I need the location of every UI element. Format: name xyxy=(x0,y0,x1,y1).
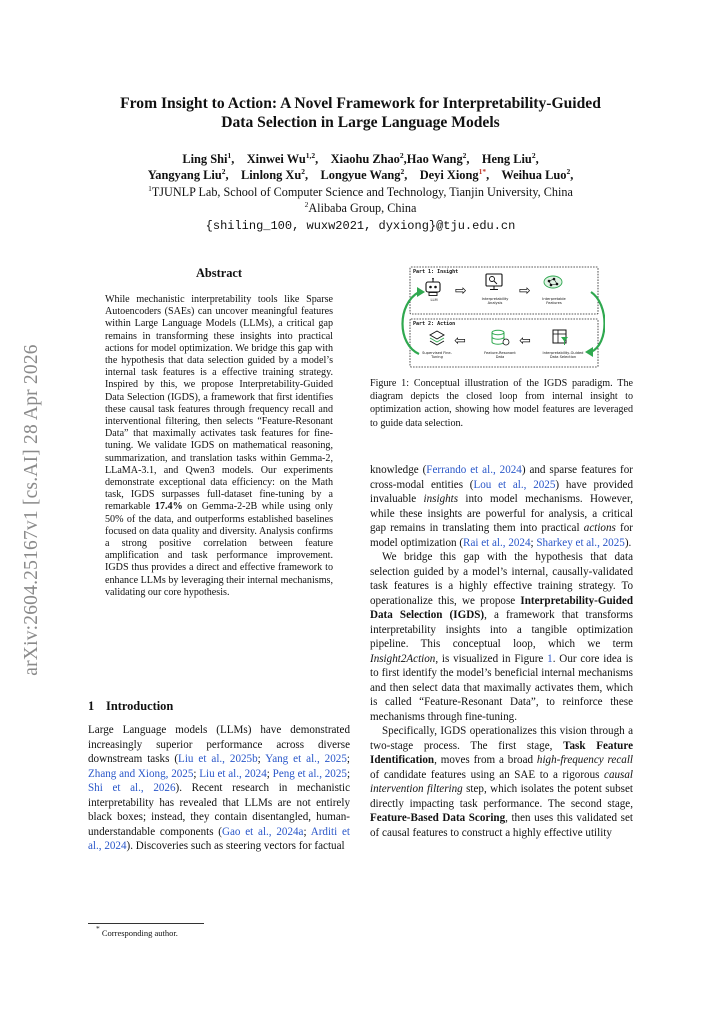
text-run: ; xyxy=(257,753,266,765)
intro-paragraph xyxy=(370,463,633,550)
monitor-analysis-icon xyxy=(486,274,502,290)
figure-caption xyxy=(370,377,633,430)
text-run: ; xyxy=(346,753,350,765)
author-list xyxy=(60,151,661,183)
emphasis: insights xyxy=(423,493,459,505)
citation-link[interactable]: Liu et al., 2025b xyxy=(178,753,258,765)
bold-term: Feature-Based Data Scoring xyxy=(370,812,506,824)
bold-term: Interpretability-Guided Data Selection (IGDS) xyxy=(370,594,633,621)
author-name: Ling Shi xyxy=(182,152,228,166)
intro-paragraph xyxy=(370,550,633,724)
author-name: Hao Wang xyxy=(406,152,463,166)
text-run: Large Language models (LLMs) have demonstrated increasingly superior performance across diverse downstream tasks ( xyxy=(88,724,350,765)
figure-label-analysis: Interpretability Analysis xyxy=(481,297,509,306)
title-line-2: Data Selection in Large Language Models xyxy=(221,114,500,131)
text-run: , then uses this validated set of causal features to construct a highly effective utility xyxy=(370,812,633,839)
text-run: for model optimization ( xyxy=(370,522,633,549)
author-name: Xinwei Wu xyxy=(246,152,306,166)
author-sup: 2 xyxy=(566,167,571,176)
figure-part1-label: Part 1: Insight xyxy=(413,269,459,275)
author-sup: 1,2 xyxy=(305,151,316,160)
text-run: of candidate features using an SAE to a rigorous xyxy=(370,768,605,781)
author-sup: 2 xyxy=(462,151,467,160)
section-heading xyxy=(88,699,173,714)
text-run: , a framework that transforms interpretability insights into a tangible optimization pipeline. This conceptual loop, which we term xyxy=(370,609,633,650)
abstract-part: While mechanistic interpretability tools like Sparse Autoencoders (SAEs) can uncover meaningful features within Large Language Models (LLMs), a critical gap remains in transforming these insights into practical actions for model optimization. We bridge this gap with the hypothesis that data selection guided by a model’s internal task features is a effective training strategy. Inspired by this, we propose Interpretability-Guided Data Selection (IGDS), a framework that first identifies these causal task features through frequency recall and interventional filtering, then selects “Feature-Resonant Data” that maximally activates task features for fine-tuning. We validate IGDS on mathematical reasoning, summarization, and translation tasks within Gemma-2, LLaMA-3.1, and Qwen3 models. Our experiments demonstrate exceptional data efficiency: on the Math task, IGDS surpasses full-dataset fine-tuning by a remarkable xyxy=(105,294,333,513)
figure-part2-label: Part 2: Action xyxy=(413,321,456,327)
text-run: , moves from a broad xyxy=(434,754,537,766)
citation-link[interactable]: Zhang and Xiong, 2025 xyxy=(88,767,194,780)
text-run: ; xyxy=(530,536,537,549)
section-title: Introduction xyxy=(106,699,174,713)
figure-label-resonant: Feature-Resonant Data xyxy=(484,351,516,360)
author-sup: 2 xyxy=(221,167,226,176)
text-run: step, which isolates the potent subset directly impacting task performance. The second stage, xyxy=(370,783,633,810)
citation-link[interactable]: Yang et al., 2025 xyxy=(265,753,347,765)
caption-text: Conceptual illustration of the IGDS paradigm. The diagram depicts the closed loop from internal insight to optimization action, showing how model features are leveraged to guide data selection. xyxy=(370,378,633,429)
abstract-text xyxy=(105,294,333,599)
author-name: Heng Liu xyxy=(481,152,532,166)
author-line-2: Yangyang Liu$^2$, Linlong Xu$^2$, Longyue Wang$^2$, Deyi Xiong$^{1*}$, Weihua Luo$^2$, xyxy=(147,167,574,182)
emphasis: causal intervention filtering xyxy=(370,768,633,795)
emphasis: high-frequency recall xyxy=(536,754,633,766)
intro-left-paragraph xyxy=(88,723,350,854)
citation-link[interactable]: Arditi et al., 2024 xyxy=(88,825,350,852)
figure-1-diagram xyxy=(395,264,605,370)
author-sup: 2 xyxy=(531,151,536,160)
robot-icon xyxy=(426,278,440,296)
affiliation-2 xyxy=(60,200,661,216)
citation-link[interactable]: Rai et al., 2024 xyxy=(463,536,531,549)
text-run: ; xyxy=(266,767,273,780)
footnote xyxy=(96,924,178,938)
text-run: , is visualized in Figure xyxy=(435,652,548,665)
arrow-left-icon: ⇦ xyxy=(519,333,531,349)
arxiv-stamp xyxy=(22,300,42,720)
database-icon xyxy=(492,330,509,345)
text-run: We bridge this gap with the hypothesis that data selection guided by a model’s internal, causally-validated task features is a highly effective training strategy. To operationalize this, we propose xyxy=(370,551,633,607)
feature-network-icon xyxy=(544,276,562,288)
layers-icon xyxy=(430,331,444,345)
author-email: {shiling_100, wuxw2021, dyxiong}@tju.edu.cn xyxy=(205,219,516,233)
citation-link[interactable]: Lou et al., 2025 xyxy=(473,478,556,491)
affiliation-1 xyxy=(60,184,661,200)
figure-ref-link[interactable]: 1 xyxy=(547,652,553,665)
affil-text: Alibaba Group, China xyxy=(308,201,417,215)
intro-right-column xyxy=(370,463,633,840)
text-run: . Our core idea is to first identify the model’s beneficial internal mechanisms and then select data that maximally activates them, which is called “Feature-Resonant Data”, to reinforce these mechanisms through fine-tuning. xyxy=(370,652,633,723)
figure-label-sft: Supervised Fine-Tuning xyxy=(422,351,452,360)
arrow-right-icon: ⇨ xyxy=(455,283,467,299)
arrow-right-icon: ⇨ xyxy=(519,283,531,299)
text-run: ) have provided invaluable xyxy=(370,478,633,505)
author-line-1: Ling Shi$^1$, Xinwei Wu$^{1,2}$, Xiaohu Zhao$^2$,Hao Wang$^2$, Heng Liu$^2$, xyxy=(182,151,539,166)
text-run: Specifically, IGDS operationalizes this vision through a two-stage process. The first stage, xyxy=(370,725,633,752)
text-run: ; xyxy=(346,767,351,780)
caption-label: Figure 1: xyxy=(370,378,410,389)
paper-title xyxy=(60,94,661,132)
affiliations xyxy=(60,184,661,216)
figure-label-features: Interpretable Features xyxy=(542,297,566,306)
affil-text: TJUNLP Lab, School of Computer Science and Technology, Tianjin University, China xyxy=(151,185,573,199)
text-run: into model mechanisms. However, while these insights are powerful for analysis, a critical gap remains in translating them into practical xyxy=(370,493,633,534)
text-run: ; xyxy=(303,825,311,838)
author-sup: 2 xyxy=(301,167,305,176)
citation-link[interactable]: Shi et al., 2026 xyxy=(88,782,176,794)
abstract-highlight: 17.4% xyxy=(154,501,183,513)
citation-link[interactable]: Sharkey et al., 2025 xyxy=(536,536,625,549)
text-run: knowledge ( xyxy=(370,464,427,476)
footnote-mark: * xyxy=(96,924,100,933)
section-number: 1 xyxy=(88,699,95,713)
citation-link[interactable]: Liu et al., 2024 xyxy=(199,767,267,780)
figure-label-llm: LLM xyxy=(430,298,438,302)
abstract-heading: Abstract xyxy=(195,266,243,280)
author-name: Yangyang Liu xyxy=(147,168,222,182)
title-line-1: From Insight to Action: A Novel Framework for Interpretability-Guided xyxy=(120,95,601,112)
author-name: Longyue Wang xyxy=(320,168,401,182)
text-run: ). xyxy=(624,536,632,549)
author-sup: 1* xyxy=(478,167,487,176)
emphasis: actions xyxy=(583,522,616,534)
table-filter-icon xyxy=(553,330,568,345)
footnote-rule xyxy=(88,923,204,924)
bold-term: Task Feature Identification xyxy=(370,739,633,766)
emphasis: Insight2Action xyxy=(370,652,436,665)
author-sup: 1 xyxy=(227,151,232,160)
text-run: ). Discoveries such as steering vectors for factual xyxy=(126,840,345,852)
author-name: Linlong Xu xyxy=(240,168,302,182)
arrow-left-icon: ⇦ xyxy=(454,333,466,349)
author-sup: 2 xyxy=(400,167,405,176)
text-run: ). Recent research in mechanistic interpretability has revealed that LLMs are not entirely black boxes; instead, they contain disentangled, human-understandable components ( xyxy=(88,782,350,838)
arxiv-stamp-text: arXiv:2604.25167v1 [cs.AI] 28 Apr 2026 xyxy=(21,344,42,676)
author-name: Weihua Luo xyxy=(501,168,567,182)
author-sup: 2 xyxy=(399,151,404,160)
text-run: ) and sparse features for cross-modal entities ( xyxy=(370,464,633,491)
footnote-text: Corresponding author. xyxy=(99,928,178,938)
abstract-part: on Gemma-2-2B while using only 50% of the data, and outperforms established baselines focused on data quality and diversity. Analysis confirms a strong positive correlation between feature amplification and task performance improvement. IGDS thus provides a direct and effective framework to enhance LLMs by leveraging their internal mechanisms, validating our core hypothesis. xyxy=(105,501,333,598)
text-run: ; xyxy=(193,767,200,780)
affil-sup: 2 xyxy=(304,200,309,209)
citation-link[interactable]: Peng et al., 2025 xyxy=(272,767,347,780)
figure-label-selection: Interpretability-Guided Data Selection xyxy=(542,351,584,360)
author-name: Xiaohu Zhao xyxy=(330,152,400,166)
citation-link[interactable]: Ferrando et al., 2024 xyxy=(426,464,522,476)
author-name: Deyi Xiong xyxy=(419,168,479,182)
citation-link[interactable]: Gao et al., 2024a xyxy=(222,825,304,838)
affil-sup: 1 xyxy=(148,184,152,193)
intro-paragraph xyxy=(370,724,633,840)
